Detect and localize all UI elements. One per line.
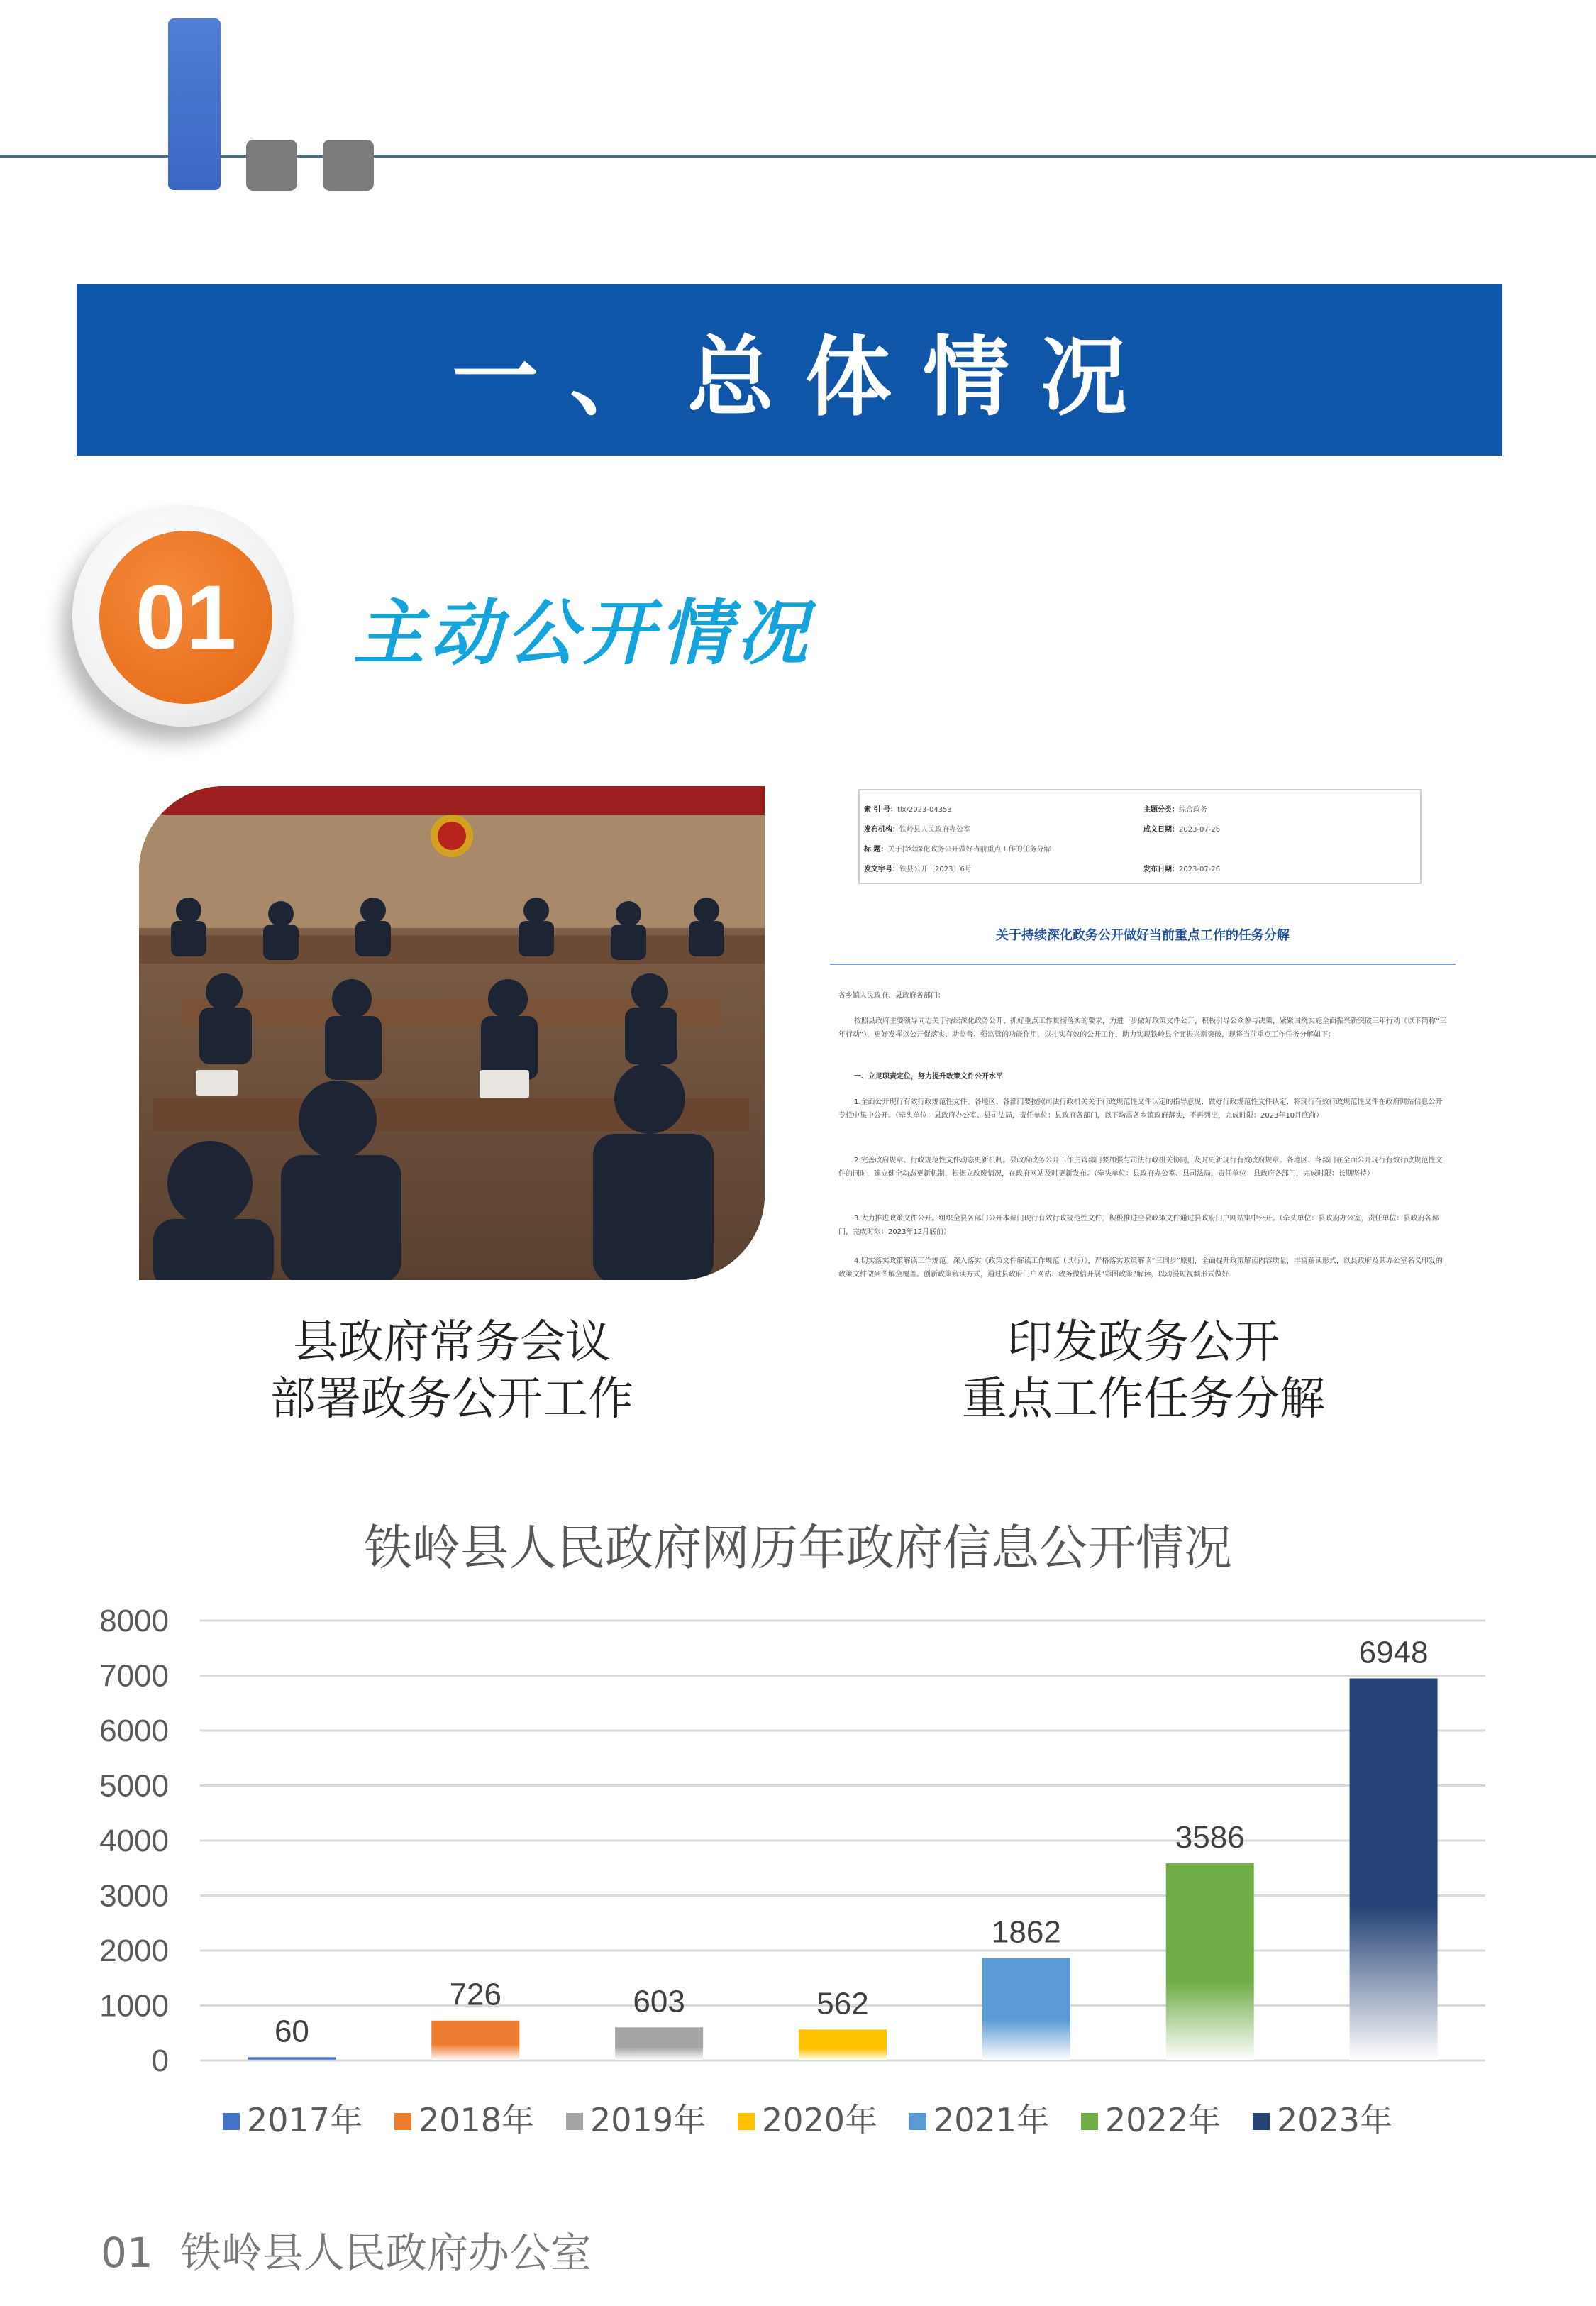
meta-row: 标 题：关于持续深化政务公开做好当前重点工作的任务分解 [864,846,1051,854]
bar [431,2021,519,2060]
data-label: 562 [816,1986,869,2021]
document-paragraph: 2.完善政府规章、行政规范性文件动态更新机制。县政府政务公开工作主管部门要加强与司法行政机关协同，及时更新现行有效政府规章。各地区、各部门在全面公开现行有效行政规范性文件的同时，建立健全动态更新机制，根据立改废情况，在政府网站及时更新发布。（牵头单位：县政府办公室、县司法局，责任单位：县政府各部门，完成时限：长期坚持） [838,1157,1443,1178]
document-rule [830,964,1456,965]
y-tick-label: 8000 [99,1604,169,1638]
document-paragraph: 4.切实落实政策解读工作规范。深入落实《政策文件解读工作规范（试行）》，严格落实政策解读“三同步”原则，全面提升政策解读内容质量，丰富解读形式，以县政府及其办公室名义印发的政策文件做到图解全覆盖。创新政策解读方式，通过县政府门户网站、政务微信开展“彩图政策”解读，以动漫短视频形式做好 [838,1257,1443,1279]
legend-swatch [1253,2113,1270,2130]
legend-swatch [566,2113,583,2130]
sub-heading: 主动公开情况 [353,592,813,675]
caption-left-line2: 部署政务公开工作 [270,1373,633,1425]
document-paragraph: 1.全面公开现行有效行政规范性文件。各地区、各部门要按照司法行政机关关于行政规范性文件认定的指导意见，做好行政规范性文件认定，将现行有效行政规范性文件在政府网站信息公开专栏中集中公开。（牵头单位：县政府办公室、县司法局，责任单位：县政府各部门，以下均需各乡镇政府落实，不再列出，完成时限：2023年10月底前） [838,1098,1443,1120]
meta-row: 发布机构：铁岭县人民政府办公室 [864,826,970,834]
y-tick-label: 3000 [99,1878,169,1914]
meta-row: 发布日期：2023-07-26 [1143,866,1221,873]
footer [101,2219,619,2279]
meta-row: 成文日期：2023-07-26 [1143,826,1221,834]
document-meta-box [858,789,1422,884]
legend-swatch [1081,2113,1098,2130]
y-tick-label: 2000 [99,1933,169,1968]
legend-label: 2022年 [1105,2101,1221,2139]
caption-right [860,1314,1427,1428]
legend-label: 2020年 [762,2101,878,2139]
document-heading: 一、立足职责定位，努力提升政策文件公开水平 [854,1073,1003,1081]
legend-swatch [394,2113,411,2130]
section-number: 01 [135,566,237,668]
y-tick-label: 4000 [99,1824,169,1858]
meta-row: 发文字号：铁县公开〔2023〕6号 [864,866,972,873]
legend-label: 2019年 [590,2101,706,2139]
caption-right-line2: 重点工作任务分解 [962,1373,1325,1425]
document-paragraph: 按照县政府主要领导同志关于持续深化政务公开、抓好重点工作贯彻落实的要求，为进一步做好政策文件公开，积极引导公众参与决策，紧紧围绕实施全面振兴新突破三年行动（以下简称“三年行动”），更好发挥以公开促落实、助监督、强监管的功能作用，以扎实有效的公开工作，助力实现铁岭县全面振兴新突破，现将当前重点工作任务分解如下： [838,1017,1447,1039]
footer-office: 铁岭县人民政府办公室 [179,2229,592,2277]
legend-label: 2018年 [419,2101,535,2139]
header-square-1 [246,140,297,191]
y-tick-label: 0 [151,2043,169,2078]
chart-title: 铁岭县人民政府网历年政府信息公开情况 [363,1521,1232,1577]
y-tick-label: 5000 [99,1768,169,1804]
document-image [830,786,1456,1280]
legend-swatch [738,2113,755,2130]
bar [799,2029,887,2060]
caption-left [168,1314,736,1428]
page-number: 01 [101,2229,153,2277]
meta-row: 索 引 号：tlx/2023-04353 [864,806,952,814]
caption-left-line1: 县政府常务会议 [293,1316,611,1369]
data-label: 60 [274,2014,309,2049]
banner-title: 一、总体情况 [452,325,1158,428]
data-label: 6948 [1358,1635,1429,1670]
legend-swatch [909,2113,926,2130]
meeting-photo [139,786,765,1280]
meta-row: 主题分类：综合政务 [1143,806,1207,814]
bar [982,1958,1070,2060]
y-tick-label: 7000 [99,1658,169,1694]
data-label: 3586 [1175,1820,1245,1855]
number-badge [99,531,272,704]
document-salutation: 各乡镇人民政府、县政府各部门： [838,992,945,1000]
bar [1350,1679,1438,2060]
header-square-2 [323,140,374,191]
header-vertical-bar [168,18,221,190]
y-tick-label: 6000 [99,1714,169,1748]
bar [248,2057,336,2060]
section-banner [77,284,1502,456]
legend-label: 2017年 [247,2101,363,2139]
y-tick-label: 1000 [99,1988,169,2024]
data-label: 726 [449,1977,501,2012]
header-rule [0,155,1596,158]
bar [1166,1863,1254,2060]
document-paragraph: 3.大力推进政策文件公开。组织全县各部门公开本部门现行有效行政规范性文件，积极推进全县政策文件通过县政府门户网站集中公开。（牵头单位：县政府办公室，责任单位：县政府各部门，完成时限：2023年12月底前） [838,1215,1439,1236]
legend-label: 2021年 [933,2101,1050,2139]
bar-chart [0,1575,1596,2157]
caption-right-line1: 印发政务公开 [1007,1316,1280,1369]
document-title: 关于持续深化政务公开做好当前重点工作的任务分解 [996,928,1290,943]
data-label: 1862 [991,1914,1061,1950]
data-label: 603 [633,1984,685,2019]
bar [615,2027,703,2060]
legend-swatch [223,2113,240,2130]
legend-label: 2023年 [1277,2101,1393,2139]
